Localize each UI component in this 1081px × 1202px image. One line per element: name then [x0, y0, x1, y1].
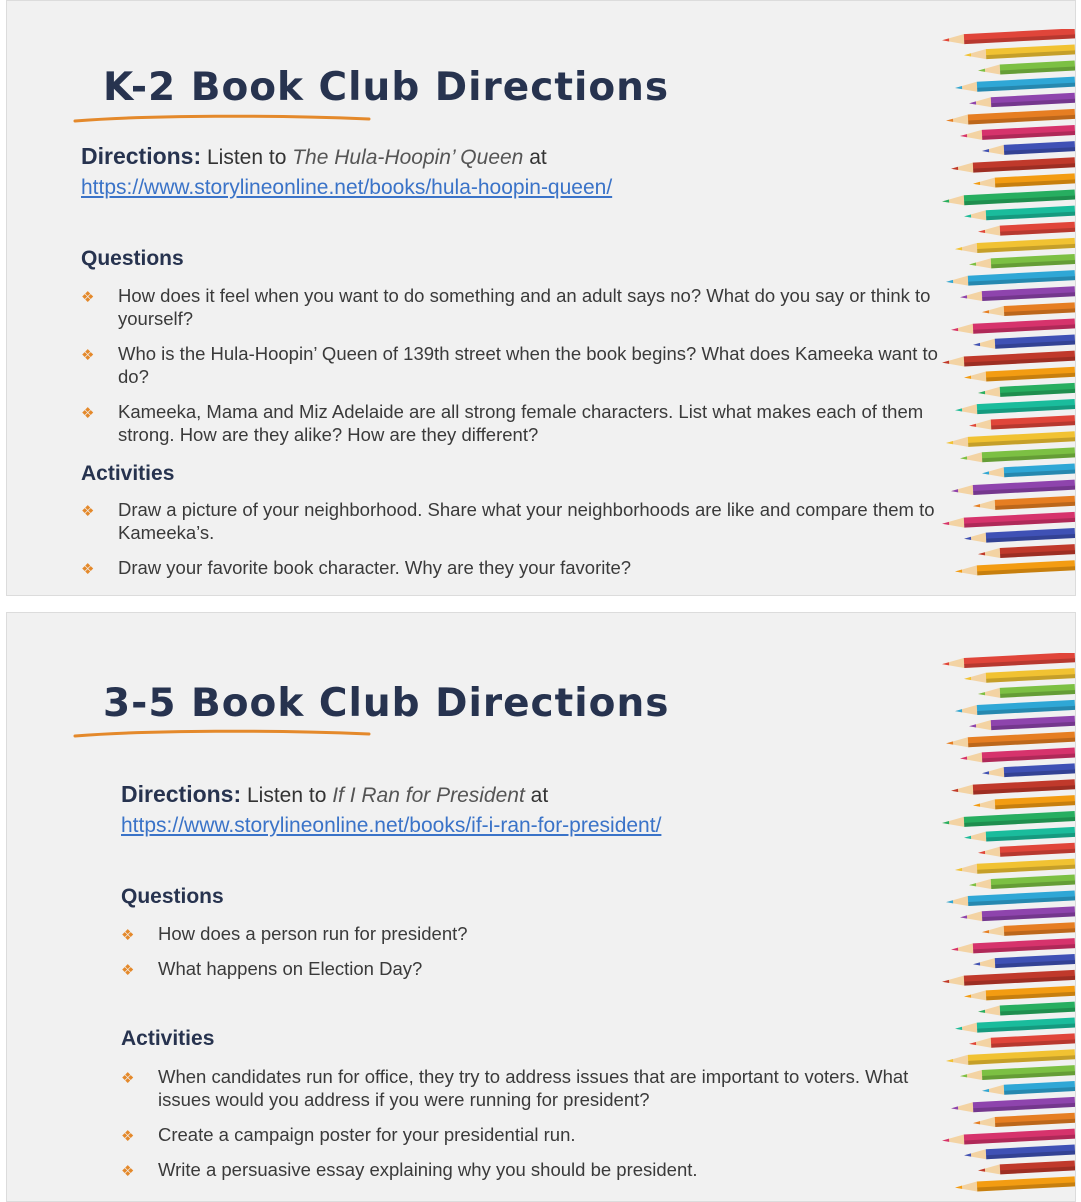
- questions-heading: Questions: [121, 885, 224, 908]
- slide-title: K-2 Book Club Directions: [103, 65, 670, 110]
- pencil-icon: [942, 351, 1075, 368]
- pencil-icon: [973, 496, 1075, 511]
- pencil-icon: [978, 222, 1075, 237]
- pencil-icon: [942, 1129, 1075, 1146]
- pencil-icon: [964, 367, 1075, 383]
- pencil-icon: [978, 1002, 1075, 1017]
- diamond-bullet-icon: ❖: [81, 347, 95, 364]
- pencil-icon: [955, 560, 1075, 576]
- pencil-icon: [973, 795, 1075, 810]
- pencil-icon: [951, 318, 1075, 334]
- pencil-icon: [964, 668, 1075, 684]
- pencil-icon: [982, 302, 1075, 317]
- pencil-icon: [955, 77, 1075, 93]
- pencil-icon: [960, 748, 1075, 764]
- questions-list: [121, 922, 921, 992]
- list-item: [121, 922, 921, 945]
- pencil-icon: [978, 1160, 1075, 1175]
- pencil-icon: [964, 827, 1075, 843]
- directions-prefix: Listen to: [246, 784, 327, 807]
- diamond-bullet-icon: ❖: [121, 1070, 135, 1087]
- list-item: [81, 400, 951, 446]
- pencil-icon: [946, 431, 1075, 448]
- diamond-bullet-icon: ❖: [121, 1163, 135, 1180]
- pencil-icon: [951, 157, 1075, 173]
- questions-heading: Questions: [81, 247, 184, 270]
- directions-prefix: Listen to: [206, 146, 287, 169]
- directions-suffix: at: [529, 146, 547, 169]
- diamond-bullet-icon: ❖: [81, 289, 95, 306]
- pencil-icon: [982, 141, 1075, 156]
- questions-list: [81, 284, 951, 458]
- pencil-icon: [982, 922, 1075, 937]
- slide-3-5: [6, 612, 1076, 1202]
- activities-list: [81, 498, 951, 591]
- pencil-icon: [964, 206, 1075, 222]
- pencil-icon: [951, 480, 1075, 496]
- slide-title: 3-5 Book Club Directions: [103, 681, 670, 726]
- directions-suffix: at: [530, 784, 549, 807]
- list-item-text: Write a persuasive essay explaining why you should be president.: [158, 1159, 698, 1180]
- pencil-icon: [973, 335, 1075, 350]
- pencil-icon: [955, 1018, 1075, 1034]
- list-item-text: How does a person run for president?: [158, 923, 468, 944]
- list-item-text: Who is the Hula-Hoopin’ Queen of 139th street when the book begins? What does Kameeka want to do?: [118, 343, 938, 387]
- colored-pencils-icon: [932, 29, 1075, 577]
- pencil-icon: [978, 544, 1075, 559]
- book-link[interactable]: https://www.storylineonline.net/books/hula-hoopin-queen/: [81, 176, 613, 199]
- pencil-icon: [978, 684, 1075, 699]
- pencil-icon: [955, 859, 1075, 875]
- list-item-text: Draw a picture of your neighborhood. Share what your neighborhoods are like and compare them to Kameeka’s.: [118, 499, 935, 543]
- pencil-icon: [942, 811, 1075, 828]
- directions: [81, 141, 901, 203]
- activities-list: [121, 1065, 921, 1193]
- diamond-bullet-icon: ❖: [81, 405, 95, 422]
- pencil-icon: [964, 1145, 1075, 1161]
- directions-label: Directions:: [121, 781, 242, 807]
- colored-pencils-icon: [932, 653, 1075, 1193]
- directions-label: Directions:: [81, 143, 202, 169]
- pencil-icon: [982, 1081, 1075, 1096]
- pencil-icon: [978, 383, 1075, 398]
- pencil-icon: [973, 1113, 1075, 1128]
- list-item: [81, 498, 951, 544]
- pencil-icon: [946, 1049, 1075, 1066]
- pencil-icon: [955, 700, 1075, 716]
- pencil-icon: [969, 1033, 1075, 1049]
- pencil-icon: [969, 415, 1075, 431]
- pencil-icon: [942, 653, 1075, 669]
- pencil-icon: [969, 93, 1075, 109]
- pencil-icon: [973, 173, 1075, 188]
- list-item: [81, 284, 951, 330]
- pencil-icon: [982, 464, 1075, 479]
- pencil-icon: [942, 512, 1075, 529]
- pencil-icon: [964, 986, 1075, 1002]
- pencil-icon: [973, 954, 1075, 969]
- pencil-icon: [969, 875, 1075, 891]
- pencil-icon: [978, 843, 1075, 858]
- pencil-icon: [946, 109, 1075, 126]
- pencil-icon: [969, 716, 1075, 732]
- pencil-icon: [960, 286, 1075, 302]
- activities-heading: Activities: [81, 462, 175, 485]
- list-item: [121, 1123, 921, 1146]
- pencil-icon: [955, 399, 1075, 415]
- pencil-icon: [964, 528, 1075, 544]
- list-item: [81, 342, 951, 388]
- list-item: [81, 556, 951, 579]
- diamond-bullet-icon: ❖: [121, 962, 135, 979]
- pencil-icon: [969, 254, 1075, 270]
- list-item-text: How does it feel when you want to do something and an adult says no? What do you say or think to yourself?: [118, 285, 931, 329]
- pencil-icon: [964, 44, 1075, 60]
- activities-heading: Activities: [121, 1027, 215, 1050]
- pencil-icon: [955, 238, 1075, 254]
- list-item-text: Kameeka, Mama and Miz Adelaide are all strong female characters. List what makes each of them strong. How are they alike? How are they different?: [118, 401, 924, 445]
- list-item: [121, 1158, 921, 1181]
- pencil-icon: [982, 763, 1075, 778]
- pencil-icon: [978, 61, 1075, 76]
- book-link[interactable]: https://www.storylineonline.net/books/if-i-ran-for-president/: [121, 814, 662, 837]
- list-item: [121, 1065, 921, 1111]
- list-item-text: Create a campaign poster for your presidential run.: [158, 1124, 576, 1145]
- list-item-text: Draw your favorite book character. Why are they your favorite?: [118, 557, 632, 578]
- pencil-icon: [942, 970, 1075, 987]
- list-item: [121, 957, 921, 980]
- pencil-icon: [946, 890, 1075, 907]
- pencil-icon: [946, 270, 1075, 287]
- slide-k2: [6, 0, 1076, 596]
- pencil-icon: [951, 1097, 1075, 1113]
- pencil-icon: [960, 906, 1075, 922]
- pencil-icon: [942, 190, 1075, 207]
- list-item-text: When candidates run for office, they try to address issues that are important to voters. What issues would you address if you were running for president?: [158, 1066, 909, 1110]
- book-title: The Hula-Hoopin’ Queen: [292, 146, 524, 169]
- book-title: If I Ran for President: [332, 784, 525, 807]
- pencil-icon: [960, 447, 1075, 463]
- pencil-icon: [960, 125, 1075, 141]
- pencil-icon: [960, 1065, 1075, 1081]
- list-item-text: What happens on Election Day?: [158, 958, 423, 979]
- title-underline-swoosh: [73, 726, 373, 742]
- diamond-bullet-icon: ❖: [121, 1128, 135, 1145]
- pencil-icon: [951, 779, 1075, 795]
- pencil-icon: [951, 938, 1075, 954]
- diamond-bullet-icon: ❖: [121, 927, 135, 944]
- directions: [121, 779, 941, 841]
- pencil-icon: [955, 1176, 1075, 1192]
- diamond-bullet-icon: ❖: [81, 561, 95, 578]
- title-underline-swoosh: [73, 111, 373, 127]
- diamond-bullet-icon: ❖: [81, 503, 95, 520]
- pencil-icon: [942, 29, 1075, 45]
- pencil-icon: [946, 732, 1075, 749]
